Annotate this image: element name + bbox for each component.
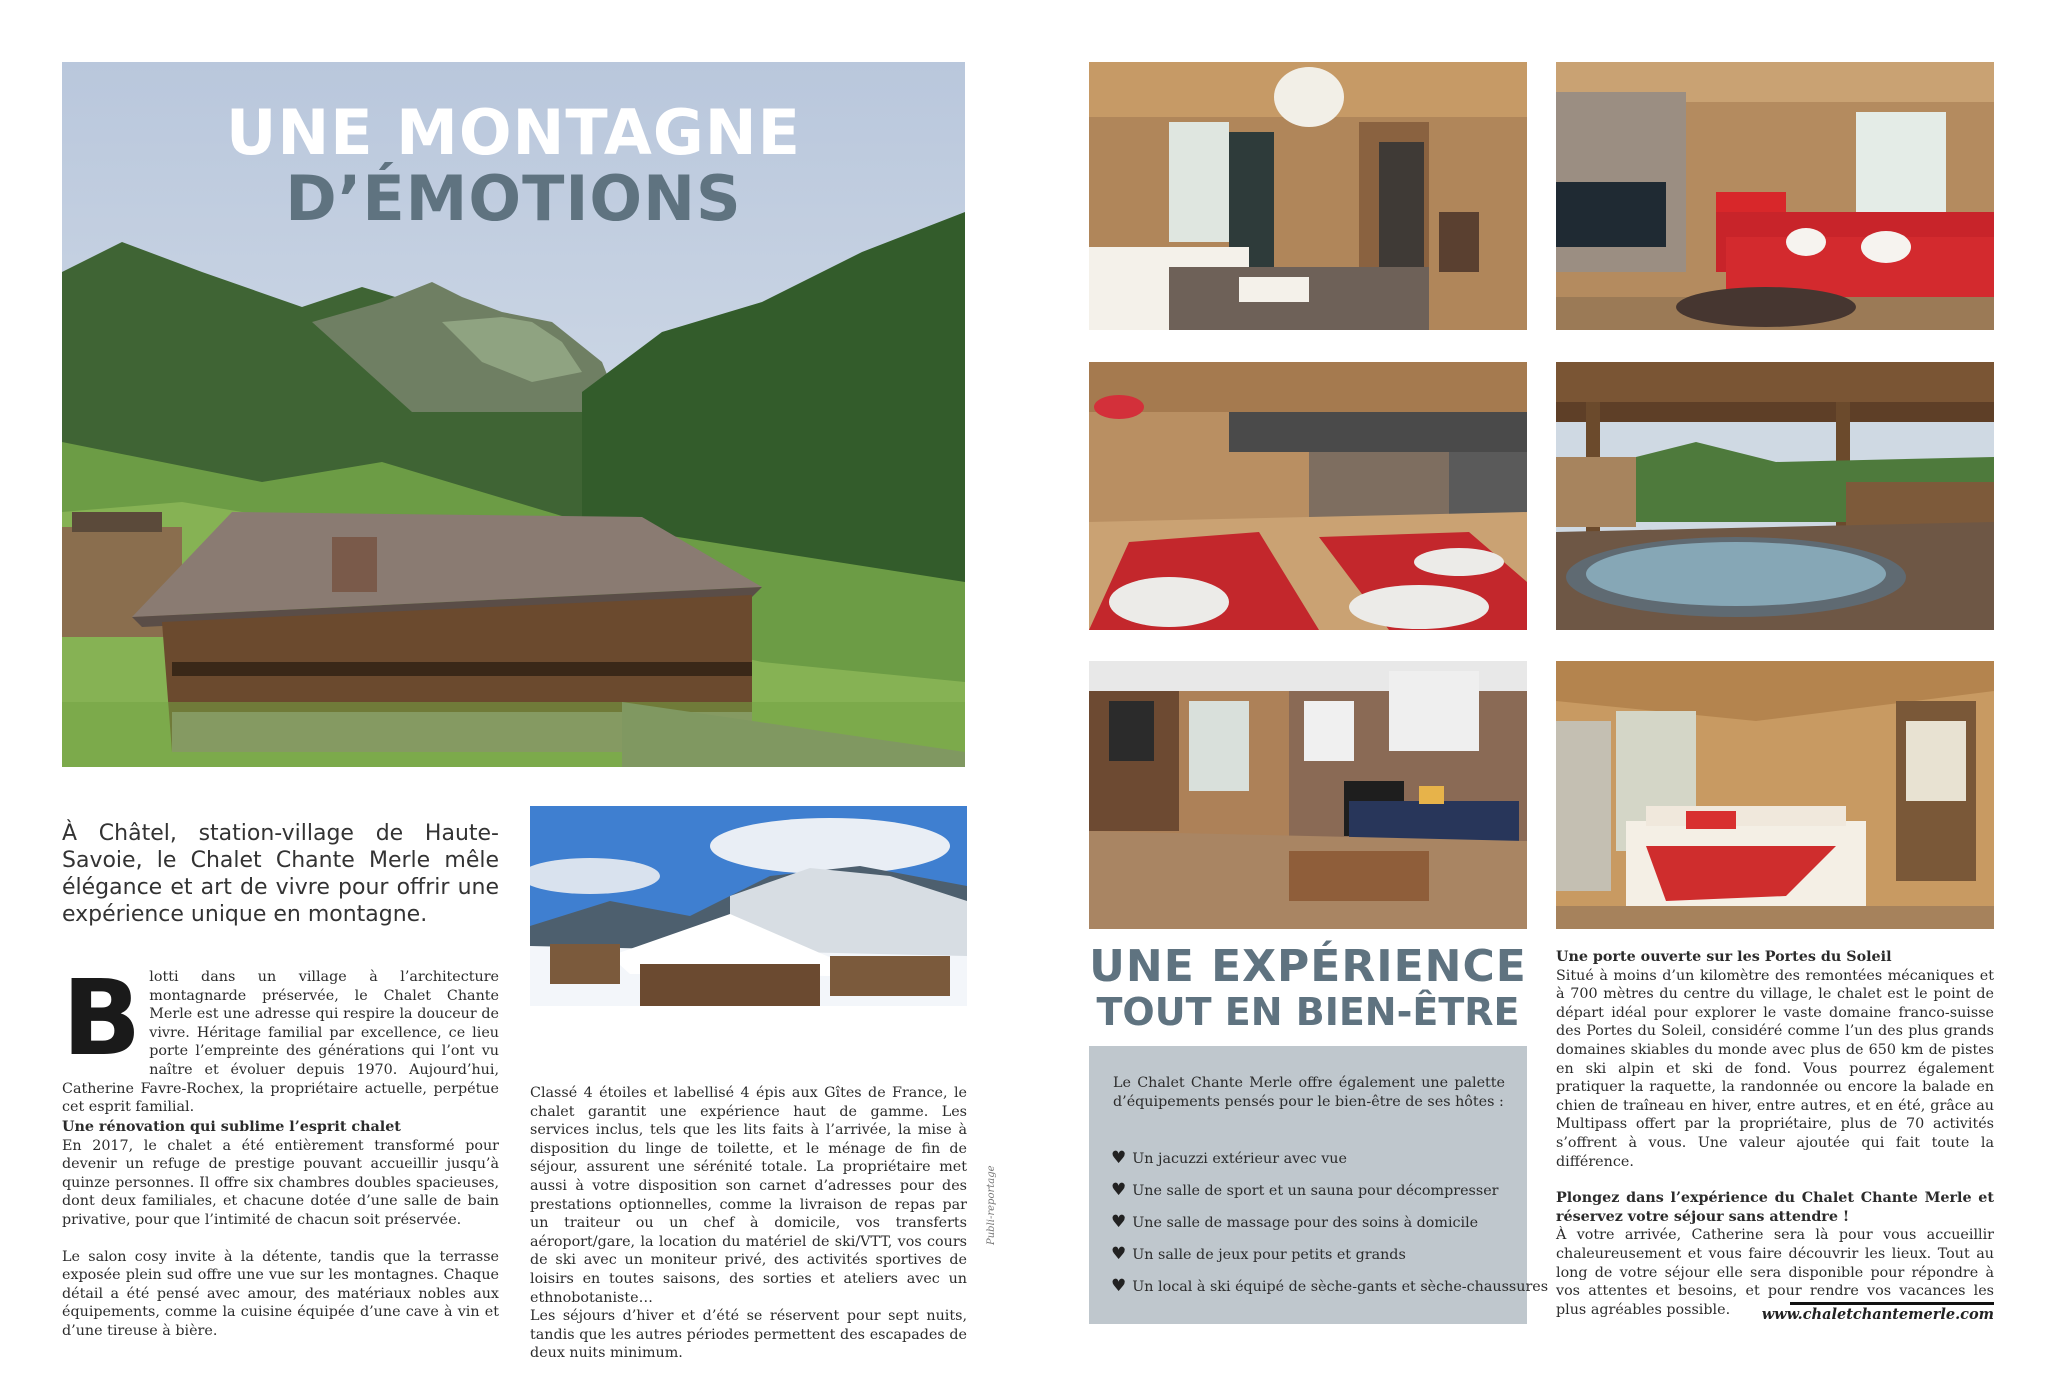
hero-title-line2: D’ÉMOTIONS bbox=[285, 162, 742, 235]
amenity-item: ♥ Une salle de sport et un sauna pour décompresser bbox=[1111, 1180, 1499, 1200]
heart-icon: ♥ bbox=[1111, 1276, 1127, 1296]
heart-icon: ♥ bbox=[1111, 1180, 1127, 1200]
heart-icon: ♥ bbox=[1111, 1148, 1127, 1168]
hero-chalet-photo bbox=[62, 62, 965, 767]
heart-icon: ♥ bbox=[1111, 1212, 1127, 1232]
opening-paragraph: lotti dans un village à l’architecture montagnarde préservée, le Chalet Chante Merle est une adresse qui respire la douceur de vivre. Héritage familial par excellence, ce lieu porte l’empreinte des générations qui l’ont vu naître et évoluer depuis 1970. Aujourd’hui, Catherine Favre-Rochex, la propriétaire actuelle, perpétue cet esprit familial. bbox=[62, 969, 499, 1116]
wellbeing-title-line2: TOUT EN BIEN-ÊTRE bbox=[1096, 990, 1520, 1034]
amenities-box bbox=[1089, 1046, 1549, 1324]
amenity-item: ♥ Un local à ski équipé de sèche-gants et sèche-chaussures bbox=[1111, 1276, 1549, 1296]
website-link[interactable]: www.chaletchantemerle.com bbox=[1761, 1306, 1994, 1323]
amenity-item: ♥ Un salle de jeux pour petits et grands bbox=[1111, 1244, 1406, 1264]
living-room-photo bbox=[1556, 62, 1994, 330]
winter-chalet-photo bbox=[530, 806, 967, 1054]
section-heading-booking: Plongez dans l’expérience du Chalet Chante Merle et réservez votre séjour sans attendre ! bbox=[1556, 1190, 1994, 1225]
renovation-section bbox=[62, 1118, 499, 1341]
stays-paragraph: Les séjours d’hiver et d’été se réservent pour sept nuits, tandis que les autres périodes permettent des escapades de deux nuits minimum. bbox=[530, 1308, 967, 1362]
intro-paragraph: À Châtel, station-village de Haute-Savoie, le Chalet Chante Merle mêle élégance et art de vivre pour offrir une expérience unique en montagne. bbox=[62, 821, 499, 927]
website-rule bbox=[1790, 1302, 1994, 1305]
amenity-item: ♥ Un jacuzzi extérieur avec vue bbox=[1111, 1148, 1347, 1168]
master-bedroom-photo bbox=[1556, 661, 1994, 929]
services-paragraph: Classé 4 étoiles et labellisé 4 épis aux Gîtes de France, le chalet garantit une expérience haut de gamme. Les services inclus, tels que les lits faits à l’arrivée, la mise à disposition du linge de toilette, et le ménage de fin de séjour, assurent une sérénité totale. La propriétaire met aussi à votre disposition son carnet d’adresses pour des prestations optionnelles, comme la livraison de repas par un traiteur ou un chef à domicile, vos transferts aéroport/gare, la location du matériel de ski/VTT, vos cours de ski avec un moniteur privé, des activités sportives de loisirs en toutes saisons, des sorties et ateliers avec un ethnobotaniste… bbox=[530, 1085, 967, 1306]
publi-reportage-label: Publi-reportage bbox=[986, 1165, 997, 1245]
section-heading-portes-du-soleil: Une porte ouverte sur les Portes du Soleil bbox=[1556, 949, 1892, 965]
portes-du-soleil-paragraph: Situé à moins d’un kilomètre des remontées mécaniques et à 700 mètres du centre du village, le chalet est le point de départ idéal pour explorer le vaste domaine franco-suisse des Portes du Soleil, considéré comme l’un des plus grands domaines skiables du monde avec plus de 650 km de pistes en ski alpin et ski de fond. Vous pourrez également pratiquer la raquette, la randonnée ou encore la balade en chien de traîneau en hiver, entre autres, et en été, grâce au Multipass offert par la propriétaire, plus de 70 activités s’offrent à vous. Une valeur ajoutée qui fait toute la différence. bbox=[1556, 967, 1994, 1170]
jacuzzi-terrace-photo bbox=[1556, 362, 1994, 630]
section-heading-renovation: Une rénovation qui sublime l’esprit chalet bbox=[62, 1119, 401, 1135]
gym-lounge-photo bbox=[1089, 661, 1527, 929]
drop-cap: B bbox=[62, 957, 142, 1079]
services-column bbox=[530, 1084, 967, 1363]
article-opening bbox=[62, 957, 499, 1117]
portes-du-soleil-column bbox=[1556, 948, 1994, 1319]
renovation-paragraph-2: Le salon cosy invite à la détente, tandis que la terrasse exposée plein sud offre une vue sur les montagnes. Chaque détail a été pensé avec amour, des matériaux nobles aux équipements, comme la cuisine équipée d’une cave à vin et d’une tireuse à bière. bbox=[62, 1248, 499, 1339]
amenity-item: ♥ Une salle de massage pour des soins à domicile bbox=[1111, 1212, 1479, 1232]
heart-icon: ♥ bbox=[1111, 1244, 1127, 1264]
booking-paragraph: À votre arrivée, Catherine sera là pour vous accueillir chaleureusement et vous faire découvrir les lieux. Tout au long de votre séjour elle sera disponible pour répondre à vos attentes et besoins, et pour rendre vos vacances les plus agréables possible. bbox=[1556, 1227, 1994, 1318]
hero-title-line1: UNE MONTAGNE bbox=[225, 96, 802, 169]
dining-room-photo bbox=[1089, 362, 1527, 630]
amenities-intro: Le Chalet Chante Merle offre également une palette d’équipements pensés pour le bien-être de ses hôtes : bbox=[1113, 1075, 1505, 1110]
bedroom-photo bbox=[1089, 62, 1527, 330]
renovation-paragraph-1: En 2017, le chalet a été entièrement transformé pour devenir un refuge de prestige pouvant accueillir jusqu’à quinze personnes. Il offre six chambres doubles spacieuses, dont deux familiales, et chacune dotée d’une salle de bain privative, pour que l’intimité de chacun soit préservée. bbox=[62, 1137, 499, 1228]
wellbeing-title-line1: UNE EXPÉRIENCE bbox=[1089, 941, 1527, 992]
